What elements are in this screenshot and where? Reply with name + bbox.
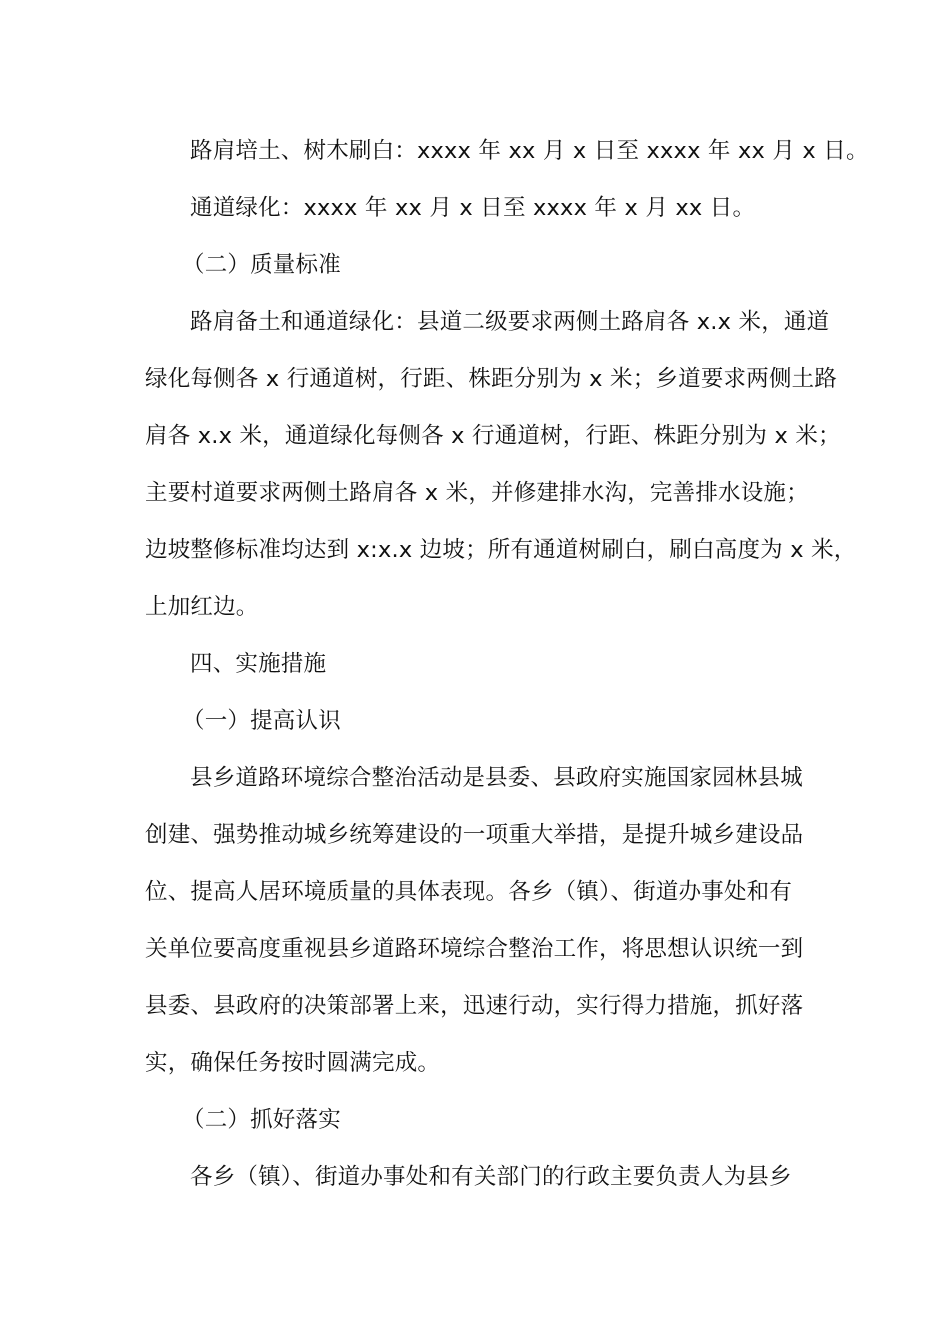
section-heading-quality-standard: （二）质量标准 — [182, 252, 341, 278]
paragraph-line: 上加红边。 — [145, 594, 259, 620]
paragraph-line: 主要村道要求两侧土路肩各 x 米，并修建排水沟，完善排水设施； — [145, 480, 809, 506]
paragraph-line: 关单位要高度重视县乡道路环境综合整治工作，将思想认识统一到 — [145, 936, 804, 962]
section-heading-implementation-follow-up: （二）抓好落实 — [182, 1107, 341, 1133]
paragraph-line: 创建、强势推动城乡统筹建设的一项重大举措，是提升城乡建设品 — [145, 822, 804, 848]
paragraph-line: 县委、县政府的决策部署上来，迅速行动，实行得力措施，抓好落 — [145, 993, 804, 1019]
paragraph-line: 县乡道路环境综合整治活动是县委、县政府实施国家园林县城 — [190, 765, 803, 791]
schedule-line-shoulder: 路肩培土、树木刷白：xxxx 年 xx 月 x 日至 xxxx 年 xx 月 x 日。 — [190, 138, 869, 164]
schedule-line-greening: 通道绿化：xxxx 年 xx 月 x 日至 xxxx 年 x 月 xx 日。 — [190, 195, 756, 221]
paragraph-line: 绿化每侧各 x 行通道树，行距、株距分别为 x 米；乡道要求两侧土路 — [145, 366, 838, 392]
paragraph-line: 肩各 x.x 米，通道绿化每侧各 x 行通道树，行距、株距分别为 x 米； — [145, 423, 841, 449]
section-heading-implementation: 四、实施措施 — [190, 651, 327, 677]
paragraph-line: 位、提高人居环境质量的具体表现。各乡（镇）、街道办事处和有 — [145, 879, 793, 905]
paragraph-line: 边坡整修标准均达到 x:x.x 边坡；所有通道树刷白，刷白高度为 x 米， — [145, 537, 857, 563]
paragraph-line: 各乡（镇）、街道办事处和有关部门的行政主要负责人为县乡 — [190, 1164, 792, 1190]
section-heading-raise-awareness: （一）提高认识 — [182, 708, 341, 734]
paragraph-line: 实，确保任务按时圆满完成。 — [145, 1050, 441, 1076]
paragraph-line: 路肩备土和通道绿化：县道二级要求两侧土路肩各 x.x 米，通道 — [190, 309, 830, 335]
